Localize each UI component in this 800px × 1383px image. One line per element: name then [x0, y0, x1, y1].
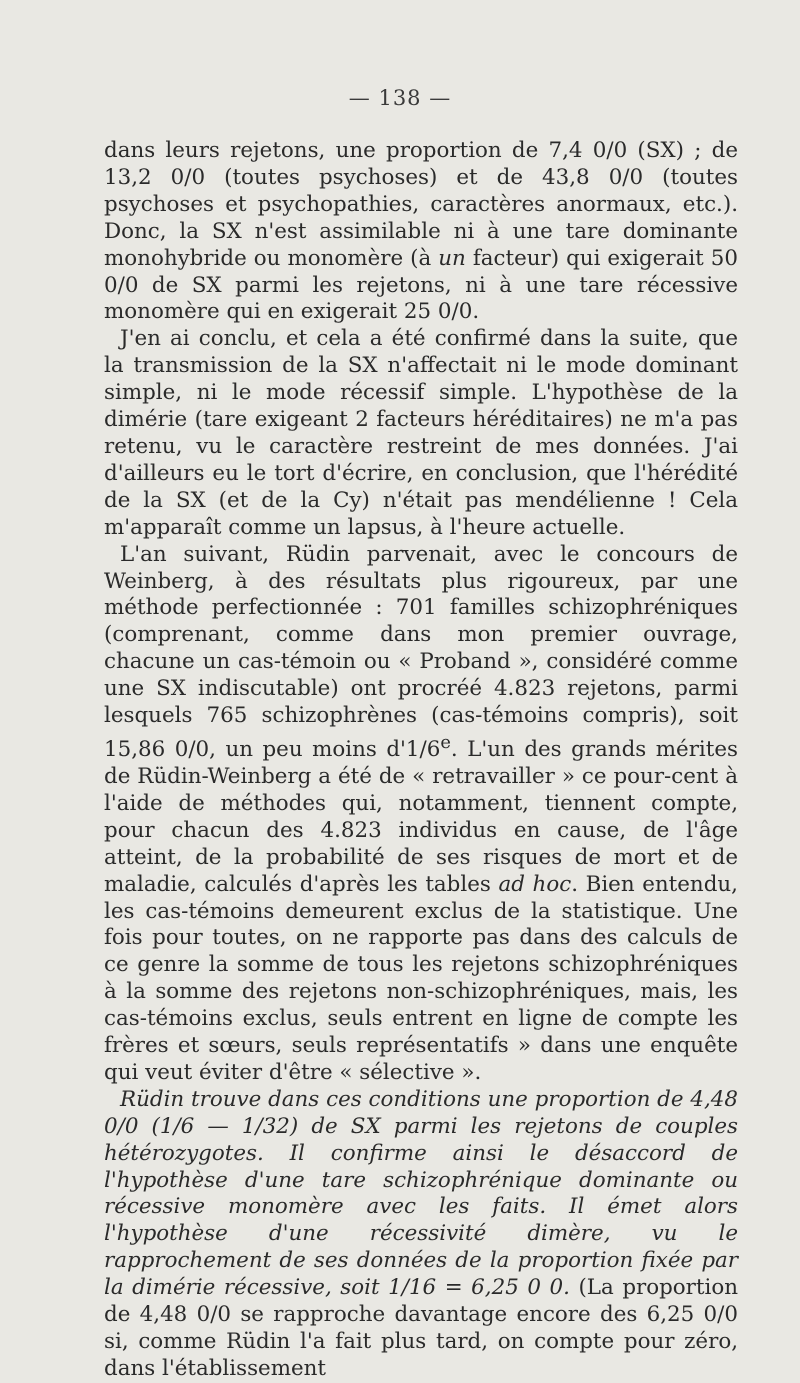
paragraph-3-emphasis: ad hoc — [498, 871, 572, 897]
paragraph-1-emphasis: un — [438, 245, 466, 271]
paragraph-3-text-c: . Bien entendu, les cas-témoins demeurent exclus de la statistique. Une fois pour toutes, on ne rapporte pas dans des calculs de ce genre la somme de tous les rejetons schizophréniques à la somme des rejetons non-schizophréniques, mais, les cas-témoins exclus, seuls entrent en ligne de compte les frères et sœurs, seuls représentatifs » dans une enquête qui veut éviter d'être « sélective ». — [104, 871, 738, 1085]
paragraph-1-text-b: facteur) qui exigerait 50 0/0 de SX parmi les rejetons, ni à une tare récessive monomère qui en exigerait 25 0/0. — [104, 245, 738, 325]
paragraph-1 — [104, 138, 738, 326]
paragraph-4 — [104, 1087, 738, 1383]
paragraph-3-text-b: . L'un des grands mérites de Rüdin-Weinberg a été de « retravailler » ce pour-cent à l'aide de méthodes qui, notamment, tiennent compte, pour chacun des 4.823 individus en cause, de l'âge atteint, de la probabilité de ses risques de mort et de maladie, calculés d'après les tables — [104, 737, 738, 897]
paragraph-1-text-a: dans leurs rejetons, une proportion de 7,4 0/0 (SX) ; de 13,2 0/0 (toutes psychoses) et de 43,8 0/0 (toutes psychoses et psychopathies, caractères anormaux, etc.). Donc, la SX n'est assimilable ni à une tare dominante monohybride ou monomère (à — [104, 138, 738, 271]
page-number: — 138 — — [348, 86, 452, 110]
paragraph-2: J'en ai conclu, et cela a été confirmé dans la suite, que la transmission de la SX n'affectait ni le mode dominant simple, ni le mode récessif simple. L'hypothèse de la dimérie (tare exigeant 2 facteurs héréditaires) ne m'a pas retenu, vu le caractère restreint de mes données. J'ai d'ailleurs eu le tort d'écrire, en conclusion, que l'hérédité de la SX (et de la Cy) n'était pas mendélienne ! Cela m'apparaît comme un lapsus, à l'heure actuelle. — [104, 326, 738, 540]
paragraph-3 — [104, 542, 738, 1087]
paragraph-3-text-a: L'an suivant, Rüdin parvenait, avec le concours de Weinberg, à des résultats plus rigoureux, par une méthode perfectionnée : 701 familles schizophréniques (comprenant, comme dans mon premier ouvrage, chacune un cas-témoin ou « Proband », considéré comme une SX indiscutable) ont procréé 4.823 rejetons, parmi lesquels 765 schizophrènes (cas-témoins compris), soit 15,86 0/0, un peu moins d'1/6 — [104, 541, 738, 763]
paragraph-3-superscript: e — [440, 731, 451, 753]
paragraph-4-italic-text: Rüdin trouve dans ces conditions une proportion de 4,48 0/0 (1/6 — 1/32) de SX parmi les rejetons de couples hétérozygotes. Il confirme ainsi le désaccord de l'hypothèse d'une tare schizophrénique dominante ou récessive monomère avec les faits. Il émet alors l'hypothèse d'une récessivité dimère, vu le rapprochement de ses données de la proportion fixée par la dimérie récessive, soit 1/16 = 6,25 0 0. — [104, 1086, 738, 1301]
paragraph-4-roman-text: (La proportion de 4,48 0/0 se rapproche davantage encore des 6,25 0/0 si, comme Rüdin l'a fait plus tard, on compte pour zéro, dans l'établissement — [104, 1275, 738, 1381]
body-text — [104, 138, 738, 1383]
